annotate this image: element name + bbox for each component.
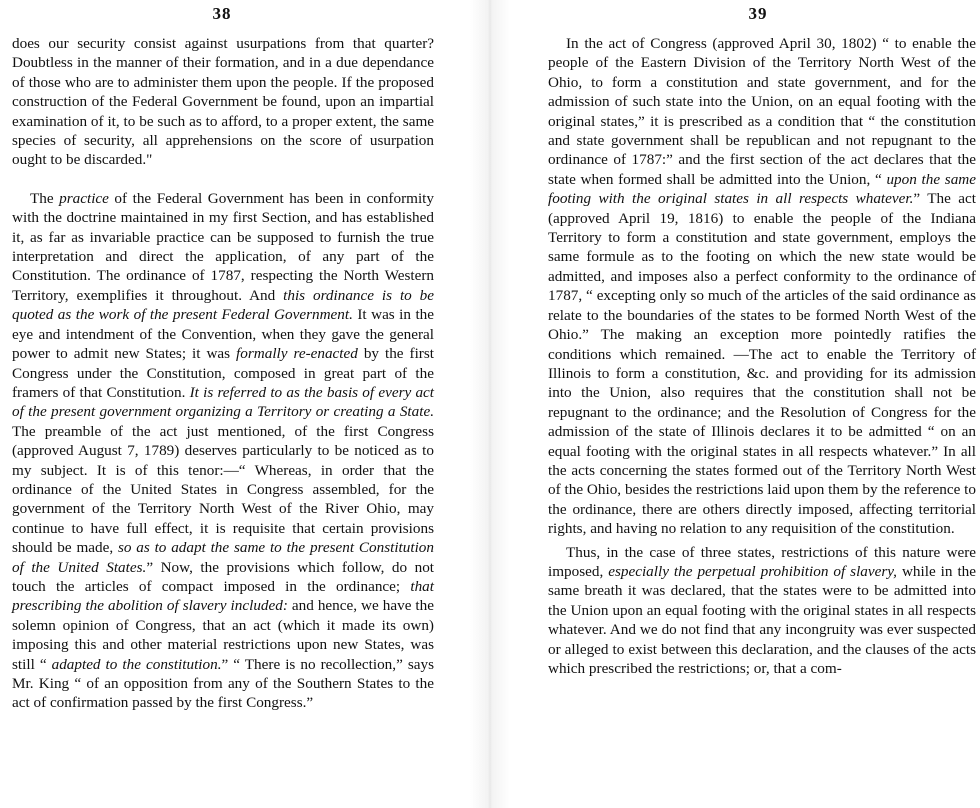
text-run: The preamble of the act just mentioned, of the first Congress (approved August 7, 1789) deserves particularly to be noticed as to my subject. It is of this tenor:—“ Whereas, in order that the ordinance of the United States in Congress assembled, for the government of the Territory North West of the River Ohio, may continue to have full effect, it is requisite that certain provisions should be made,: [12, 422, 434, 557]
text-run: The: [30, 189, 60, 207]
paragraph: [12, 189, 434, 713]
paragraph: [548, 543, 976, 679]
text-run: ” Now, the provisions which follow, do not touch the articles of compact imposed in the ordinance;: [12, 558, 435, 595]
right-page: [536, 0, 980, 808]
text-run: of the Federal Government has been in conformity with the doctrine maintained in my first Section, and has established it, as far as invariable practice can be supposed to furnish the true interpretation and direct the application, of any part of the Constitution. The ordinance of 1787, respecting the North Western Territory, exemplifies it throughout. And: [12, 189, 434, 304]
page-number: 38: [212, 4, 232, 23]
text-run: ” “ There is no recollection,” says Mr. King “ of an opposition from any of the Southern States to the act of confirmation passed by the first Congress.”: [12, 655, 434, 712]
text-run: and hence, we have the solemn opinion of Congress, that an act (which it made its own) imposing this and other material restrictions upon new States, was still “: [12, 597, 434, 673]
text-run: Thus, in the case of three states, restrictions of this nature were imposed,: [548, 543, 976, 580]
text-run: In the act of Congress (approved April 30, 1802) “ to enable the people of the Eastern Division of the Territory North West of the Ohio, to form a constitution and state government, and for the admission of such state into the Union, on an equal footing with the original states,” it is prescribed as a condition that “ the constitution and state government shall be republican and not repugnant to the ordinance of 1787:” and the first section of the act declares that the state when formed shall be admitted into the Union, “: [548, 35, 976, 188]
book-gutter: [470, 0, 510, 808]
italic-text: formally re-enacted: [236, 345, 358, 363]
text-run: by the first Congress under the Constitution, composed in great part of the framers of that Constitution.: [12, 345, 434, 401]
italic-text: that prescribing the abolition of slavery included:: [12, 577, 434, 615]
paragraph-gap: [12, 170, 434, 189]
text-run: does our security consist against usurpations from that quarter? Doubtless in the manner of their formation, and in a due dependance of those who are to administer them upon the people. If the proposed construction of the Federal Government be found, upon an impartial examination of it, to be such as to afford, to a proper extent, the same species of security, all apprehensions on the score of usurpation ought to be discarded.": [12, 35, 434, 169]
text-run: ” The act (approved April 19, 1816) to enable the people of the Indiana Territory to form a constitution and state government, employs the same formule as to the footing on which the new state would be admitted, and imposes also a perfect conformity to the ordinance of 1787, “ excepting only so much of the articles of the said ordinance as relate to the boundaries of the states to be formed North West of the Ohio.” The making an exception more pointedly ratifies the conditions which remained. —The act to enable the Territory of Illinois to form a constitution, &c. and providing for its admission into the Union, also requires that the constitution shall not be repugnant to the ordinance; and the Resolution of Congress for the admission of the state of Illinois declares it to be admitted “ on an equal footing with the original states in all respects whatever.” In all the acts concerning the states formed out of the Territory North West of the Ohio, besides the restrictions laid upon them by the reference to the ordinance, there are others directly imposed, affecting territorial rights, and having no relation to any requisition of the constitution.: [548, 190, 977, 538]
right-page-text: [536, 34, 980, 678]
italic-text: adapted to the constitution.: [51, 655, 222, 673]
text-run: It was in the eye and intendment of the Convention, when they gave the general power to admit new States; it was: [12, 306, 435, 363]
text-run: while in the same breath it was declared, that the states were to be admitted into the Union upon an equal footing with the original states in all respects whatever. And we do not find that any incongruity was ever suspected or alleged to exist between this declaration, and the clauses of the acts which prescribed the restrictions; or, that a com-: [548, 562, 976, 677]
italic-text: especially the perpetual prohibition of slavery,: [608, 562, 897, 580]
left-page: [0, 0, 444, 808]
italic-text: so as to adapt the same to the present Constitution of the United States.: [12, 539, 434, 576]
italic-text: practice: [59, 189, 109, 207]
italic-text: upon the same footing with the original states in all respects whatever.: [548, 170, 976, 208]
page-number: 39: [748, 4, 768, 23]
paragraph: [548, 34, 976, 539]
paragraph: [12, 34, 434, 170]
italic-text: It is referred to as the basis of every act of the present government organizing a Territory or creating a State.: [12, 383, 434, 421]
italic-text: this ordinance is to be quoted as the work of the present Federal Government.: [12, 286, 434, 324]
left-page-text: [0, 34, 444, 713]
